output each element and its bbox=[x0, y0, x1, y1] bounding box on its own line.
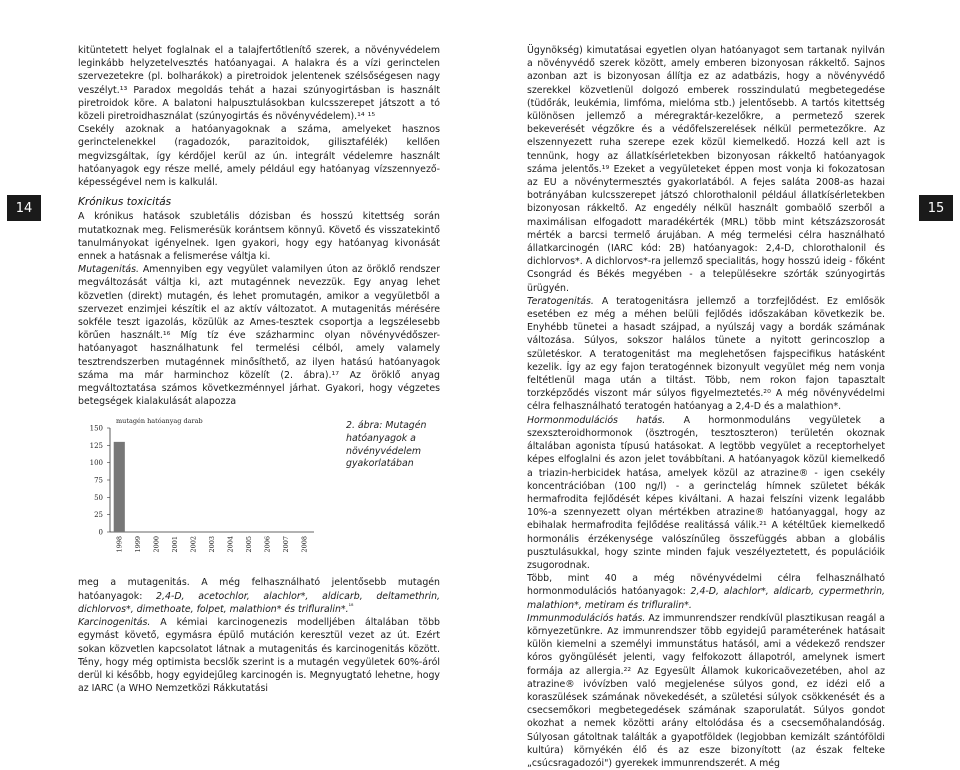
x-tick-label: 2001 bbox=[170, 536, 179, 554]
right-column bbox=[527, 44, 885, 770]
y-tick-label: 125 bbox=[89, 442, 103, 451]
paragraph bbox=[78, 576, 440, 616]
x-tick-label: 2004 bbox=[226, 536, 235, 554]
paragraph bbox=[78, 616, 440, 695]
paragraph bbox=[527, 414, 885, 572]
x-tick-label: 2005 bbox=[245, 536, 254, 554]
paragraph bbox=[527, 295, 885, 414]
section-heading: Krónikus toxicitás bbox=[78, 196, 172, 209]
mutagen-list: 2,4-D, acetochlor, alachlor*, aldicarb, deltamethrin, dichlorvos*, dimethoate, folpet, malathion* és trifluralin*. bbox=[78, 590, 440, 615]
x-tick-label: 2008 bbox=[300, 536, 309, 554]
paragraph bbox=[527, 612, 885, 770]
y-tick-label: 25 bbox=[94, 511, 103, 520]
y-tick-label: 150 bbox=[89, 424, 103, 433]
paragraph: A krónikus hatások szubletális dózisban és hosszú kitettség során mutatkoznak meg. Felismerésük korántsem könnyű. Követő és visszatekintő tanulmányokat igényelnek. Igen gyakori, hogy egy hatóanyag kivonását ennek a hatásnak a felismerése váltja ki. bbox=[78, 211, 440, 263]
x-tick-label: 2006 bbox=[263, 536, 272, 554]
paragraph-text: Amennyiben egy vegyület valamilyen úton az öröklő rendszer megváltozását váltja ki, azt mutagénnek nevezzük. Egy anyag lehet közvetlen (direkt) mutagén, és lehet promutagén, amikor a vegyületből a szervezet enzimjei készítik el az aktív változatot. A mutagenitás mérésére sokféle teszt igazolás, közülük az Ames-tesztek csoportja a legszélesebb körűen használt.¹⁶ Míg tíz éve százharminc olyan növényvédőszer-hatóanyagot használhatunk fel termelési célból, amely valamely tesztrendszerben mutagénnek minősíthető, az ilyen hatású hatóanyagok száma ma már harminchoz közelít (2. ábra).¹⁷ Az öröklő anyag megváltoztatása számos következménnyel járhat. Gyakori, hogy végzetes betegségek kialakulását alapozza bbox=[78, 264, 440, 408]
subheading-mutagenitas: Mutagenitás. bbox=[78, 264, 140, 276]
paragraph: Csekély azoknak a hatóanyagoknak a száma, amelyeket hasznos gerinctelenekkel (ragadozók, parazitoidok, gilisztafélék) kellően megvizsgáltak, így kérdőjel kerül az ún. integrált védelemre használt hatóanyagok egy része mellé, amely például egy hatóanyag vízszennyező-képességével nem is kalkulál. bbox=[78, 124, 440, 189]
y-tick-label: 0 bbox=[98, 528, 103, 537]
paragraph bbox=[527, 572, 885, 612]
y-tick-label: 50 bbox=[94, 494, 103, 503]
paragraph-text: Az immunrendszer rendkívül plasztikusan reagál a környezetünkre. Az immunrendszer több egyidejű paraméterének hatásait külön kiemelni a személyi immunstátus hatásól, ami a védekező rendszer kóros gyöngülését jelenti, vagy felfokozott állapotról, amelynek ismert formája az allergia.²² Az Egyesült Államok kukoricaövezetében, ahol az atrazine® ivóvízben való megjelenése súlyos gond, ez idézi elő a koraszülések számának növekedését, a születési súlyok csökkenését és a csecsemőkori megbetegedések számának szaporulatát. Súlyos gondot okozhat a nemek közötti arány eltolódása és a csecsemőhalandóság. Súlyosan gátoltnak találták a gyapotföldek (legjobban kemizált szántóföldi kultúra) környékén élő és az esze bizonyított (az észak felteke „csúcsragadozói") gyerekek immunrendszerét. A még bbox=[527, 612, 885, 769]
x-tick-label: 2007 bbox=[282, 536, 291, 554]
page-number-right-text: 15 bbox=[927, 200, 945, 216]
paragraph bbox=[78, 263, 440, 408]
page-number-left bbox=[7, 195, 41, 221]
chart-title: mutagén hatóanyag darab bbox=[116, 417, 203, 426]
subheading-teratogenitas: Teratogenitás. bbox=[527, 295, 594, 307]
x-tick-label: 2002 bbox=[189, 536, 198, 554]
page-number-left-text: 14 bbox=[15, 200, 33, 216]
chart-svg bbox=[78, 414, 340, 574]
page-number-right bbox=[919, 195, 953, 221]
subheading-hormonmodulacio: Hormonmodulációs hatás. bbox=[527, 414, 666, 426]
x-tick-label: 2003 bbox=[208, 536, 216, 554]
y-tick-label: 75 bbox=[94, 476, 103, 485]
mutagen-chart bbox=[78, 414, 440, 574]
x-tick-label: 2000 bbox=[152, 536, 161, 554]
paragraph-text: Több, mint 40 a még növényvédelmi célra felhasználható hormonmodulációs hatóanyagok: bbox=[527, 573, 885, 598]
hormone-list: 2,4-D, alachlor*, aldicarb, cypermethrin, malathion*, metiram és trifluralin*. bbox=[527, 586, 886, 611]
subheading-immunmodulacio: Immunmodulációs hatás. bbox=[527, 612, 646, 624]
paragraph: kitüntetett helyet foglalnak el a talajfertőtlenítő szerek, a növényvédelem leginkább helyzetelvesztés hatóanyagai. A halakra és a vízi gerinctelen szervezetekre (pl. bolharákok) a piretroidok jelentenek szélsőségesen nagy veszélyt.¹³ Paradox megoldás tehát a hazai szúnyogirtásban is használt piretroidok köre. A balatoni halpusztulásokban kulcsszerepet játszott a tó közeli piretroidhasználat (szúnyogirtás és növényvédelem).¹⁴ ¹⁵ bbox=[78, 45, 440, 123]
paragraph-text: A kémiai karcinogenezis modelljében általában több egymást követő, egymásra épülő mutáción keresztül vezet az út. Ezért sokan közvetlen kapcsolatot látnak a mutagenitás és karcinogenitás között. Tény, hogy még optimista becslők szerint is a mutagén vegyületek 60%-áról derül ki később, hogy egyidejűleg karcinogén is. Megnyugtató lehetne, hogy az IARC (a WHO Nemzetközi Rákkutatási bbox=[78, 617, 440, 695]
left-column bbox=[78, 44, 440, 695]
y-tick-label: 100 bbox=[89, 459, 103, 468]
paragraph: Ügynökség) kimutatásai egyetlen olyan hatóanyagot sem tartanak nyilván a növényvédő szerek között, amely emberen bizonyosan rákkeltő. Sajnos azonban azt is bizonyosan állítja ez az adatbázis, hogy a növényvédő szerekkel közvetlenül dolgozó emberek rosszindulatú megbetegedése (tüdőrák, leukémia, limfóma, mielóma stb.) jelentősebb. A tartós kitettség különösen jellemző a méregraktár-kezelőkre, a permetező szerek bekeverését végzőkre és a védőfelszerelések nélkül permetezőkre. Az elszennyezett ruha szerepe ezek közül kiemelkedő. Hozzá kell azt is tennünk, hogy az állatkísérletekben bizonyosan rákkeltő hatóanyagok száma jelentős.¹⁹ Ezeket a vegyületeket éppen most vonja ki fokozatosan az EU a növénytermesztés gyakorlatából. A fejes saláta 2008-as hazai botrányában kulcsszerepet játszó chlorothalonil például állatkísérletekben bizonyosan rákkeltő. Az engedély nélkül használt gombaölő szerből a maximálisan elfogadott maradékérték (MRL) több mint kétszázszorosát mérték a barcsi termelő árujában. A még termelési célra használható állatkarcinogén (IARC kód: 2B) hatóanyagok: 2,4-D, chlorothalonil és dichlorvos*. A dichlorvos*-ra jellemző specialitás, hogy hosszú ideig - főként Csongrád és Békés megyében - a településekre szórták szúnyogirtás ürügyén. bbox=[527, 45, 885, 294]
figure-caption: 2. ábra: Mutagén hatóanyagok a növényvédelem gyakorlatában bbox=[346, 420, 427, 470]
x-tick-label: 1998 bbox=[115, 536, 124, 554]
paragraph-text: A teratogenitásra jellemző a torzfejlődést. Ez emlősök esetében ez még a méhen belüli fejlődés időszakában következik be. Enyhébb tünetei a hasadt szájpad, a nyúlszáj vagy a bordák számának változása. Súlyos, sokszor halálos tünete a nyitott gerincoszlop a születéskor. A teratogenitást ma meglehetősen fajspecifikus hatásként kezelik. Így az egy fajon teratogénnek bizonyult vegyület még nem vonja feltétlenül maga után a tiltást. Több, nem rokon fajon tapasztalt torzképződés viszont már súlyos figyelmeztetés.²⁰ A még növényvédelmi célra felhasználható teratogén hatóanyag a 2,4-D és a malathion*. bbox=[527, 295, 885, 413]
bar bbox=[114, 442, 125, 532]
subheading-karcinogenitas: Karcinogenitás. bbox=[78, 617, 151, 629]
paragraph-text: meg a mutagenitás. A még felhasználható jelentősebb mutagén hatóanyagok: bbox=[78, 577, 440, 602]
x-tick-label: 1999 bbox=[133, 536, 142, 554]
paragraph-text: A hormonmoduláns vegyületek a szexszteroidhormonok (ösztrogén, tesztoszteron) területén okoznak általában agonista típusú hatásokat. A legtöbb vegyület a receptorhelyet képes elfoglalni és azon jelet továbbítani. A hatóanyagok közül kiemelkedő a triazin-herbicidek hatása, amelyek közül az atrazine® - igen csekély koncentrációban (100 ng/l) - a gerinctelág hímnek születet békák hermafrodita fejlődését képes kiváltani. A hazai felszíni vizenk legalább 10%-a szennyezett olyan mértékben atrazine® hatóanyaggal, hogy az ebihalak hermafrodita fejlődése realitássá válik.²¹ A kétéltűek kiemelkedő hormonális érzékenysége valószínűleg összefüggés abban a globális pusztulásukkal, hogy szinte minden fajuk veszélyeztetett, és populációik zsugorodnak. bbox=[527, 414, 885, 571]
footnote-ref: ¹⁸ bbox=[348, 602, 354, 610]
